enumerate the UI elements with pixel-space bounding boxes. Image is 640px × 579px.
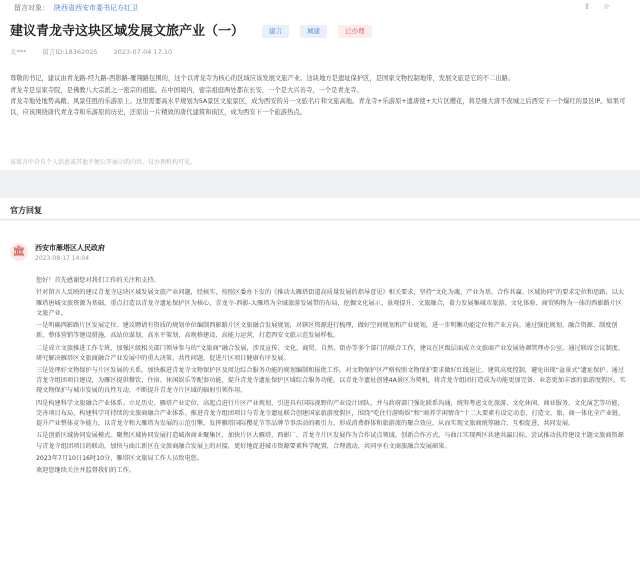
tag-urban[interactable]: 城建 [300, 25, 327, 38]
reply-paragraph: 针对留言人反映的建议青龙寺这块区域发展文旅产业问题，经核实，按照区委办下发的《推动大雁塔街道高质量发展的指导意见》相关要求，坚持“文化为魂、产业为基、合作共赢、区域协同”的要求定位和思路，以大雁塔唐城文旅资源为基础，重点打造以青龙寺遗址保护区为核心，青龙寺-西影-大雁塔为全域旅游发展带的布局，挖掘文化展示、景观提升、文旅融合，着力发展集城市旅游、文化体验、商贸购物为一体的西影路片区文旅产业。 [36, 289, 625, 317]
reply-paragraph: 四是构建科学文旅融合产业体系。立足历史、雁塔产业定位，高起点进行片区产业规划，引进具有国际视野的产业设计团队，并与政府部门强化联系沟通，统筹考虑文化旅游、文化休闲、商业服务、文化演艺等功能，完善项目布局，构建科学可持续的文旅商融合产业体系。推进青龙寺组团项目与青龙寺遗址联合创建国家旅游度假区，围绕“吃住行游购娱”和“商养学闲情奇”十二大要素有设定动态、打造文、旅、商一体化全产业链，提升产业整体竞争能力，以青龙寺和大雁塔为发展的示范引擎，发挥雁塔国际樱花节等品牌节事活动的吸引力，形成消费群体和旅游流的聚合效应，从而实现文旅商统筹融合、互相促进、共同发展。 [36, 399, 625, 428]
star-icon[interactable]: ☆ [602, 2, 610, 11]
reply-paragraph: 五是创新区域协同发展模式。聚焦区域协同发展打造城南商业聚集区，加快片区大雁塔、西影厂、青龙寺片区发展作为合作试点领域，创新合作方式，与曲江实现两区共建共赢目标。尝试推动扶持建设主题文旅商资源与青龙寺组团项目的联动，加快与曲江新区在文旅商融合发展上的对接，更好地促进城市资源要素科学配置，合理流动，共同享有文商旅融合发展硕果。 [36, 432, 624, 450]
divider [0, 219, 640, 220]
message-card [0, 0, 640, 170]
reply-paragraph: 三是处理好文物保护与片区发展的关系。加快推进青龙寺文物保护区及周边综合服务功能的规划编制和报批工作。对文物保护区严格按照文物保护要求做好红线退让、建筑高度控制，避免出现“盆景式”遗址保护。通过青龙寺组团项目建设，为雁区提供餐饮、住宿、休闲娱乐等配套功能，提升青龙寺遗址保护区域综合服务功能，以青龙寺遗址创建4A景区为契机，将青龙寺组团打造成为功能更加完备、业态更加丰富的旅游度假区，实现文物保护与城市发展的良性互动，不断提升青龙寺片区域的辐射引领作用。 [36, 367, 626, 395]
share-icon[interactable]: ⇪ [583, 2, 591, 11]
reply-paragraph: 2023年7月10日16时10分，雁塔区文旅局工作人员致电您。 [36, 454, 204, 462]
message-paragraph: 尊敬的书记，建议由青龙路-经九路-西影路-雁翔路包围的，这个以青龙寺为核心的区域应该发展文旅产业。这块地方是遗址保护区，是国家文物控制地带，发展文旅是它的不二出路。 [10, 75, 515, 82]
government-building-icon: 🏛 [10, 243, 28, 261]
reply-org-name[interactable]: 西安市雁塔区人民政府 [35, 244, 105, 252]
official-reply-header [0, 198, 640, 220]
privacy-note: 该留言中含有个人信息或其他不便公开展示的内容，仅办理机构可见。 [10, 159, 197, 166]
message-paragraph: 青龙寺是皇家寺院，是佛教八大宗派之一密宗的祖庭。在中国境内，密宗祖庭两处都在长安，一个是大兴善寺，一个是青龙寺。 [10, 86, 363, 94]
author-name: 太*** [10, 48, 27, 56]
reply-card [0, 221, 640, 579]
reply-body [36, 276, 628, 479]
message-topbar [0, 0, 640, 17]
tag-status: 已办理 [338, 25, 372, 38]
reply-paragraph: 您好！首先感谢您对我们工作的关注和支持。 [36, 277, 160, 284]
message-id: 留言ID:18362025 [42, 48, 98, 56]
reply-paragraph: 一是明确西影路片区发展定位。建议聘请有资质的规划单位编制西影路片区文旅融合发展规划，对辖区资源进行梳理，做好空间规划和产业规划，进一步明晰功能定位和产业方向。通过强化规划、融合资源、制度创新、整体营销等建设措施，高站位谋划、高水平策划、高规格建设、高能力运营，打造西安文旅示范发展样板。 [36, 322, 618, 340]
message-paragraph: 青龙寺地处地势高敞、风景佳胜的乐游原上。这里需要高水平规划为5A景区文旅景区，成为西安的另一文旅名片和文旅高地。青龙寺+乐游原+遗唐使+大片区樱花，将是继大唐不夜城之后西安下一个爆红的景区IP。如果可以，应该围绕唐代青龙寺和乐游原的历史，还原出一片精致的唐代建筑和街区，成为西安下一个旅游热点。 [10, 98, 626, 116]
tag-suggestion[interactable]: 建言 [262, 25, 289, 38]
message-date: 2023-07-04 17:10 [113, 48, 173, 56]
message-title: 建议青龙寺这块区域发展文旅产业（一） [10, 24, 245, 39]
target-link[interactable]: 陕西省西安市委书记方红卫 [54, 4, 138, 12]
message-meta [10, 47, 186, 56]
reply-paragraph: 欢迎您继续关注并监督我们的工作。 [36, 467, 135, 475]
section-title: 官方回复 [10, 206, 42, 215]
reply-time: 2023-08-17 14:04 [35, 255, 90, 262]
target-label: 留言对象： [14, 4, 49, 12]
reply-paragraph: 二是成立文旅推进工作专班，加强区级相关部门领导参与的“文旅商”融合发展，涉及宣传、文化、商贸、自然、街办等多个部门的联合工作，建议在区级层面成立文旅商产业发展协调管理办公室，通过联席会议制度，研究解决雁塔区文旅商融合产业发展中的重大决策、共性问题，促进片区项目健康有序发展。 [36, 344, 625, 362]
message-body [10, 74, 630, 119]
top-icons [574, 2, 610, 11]
